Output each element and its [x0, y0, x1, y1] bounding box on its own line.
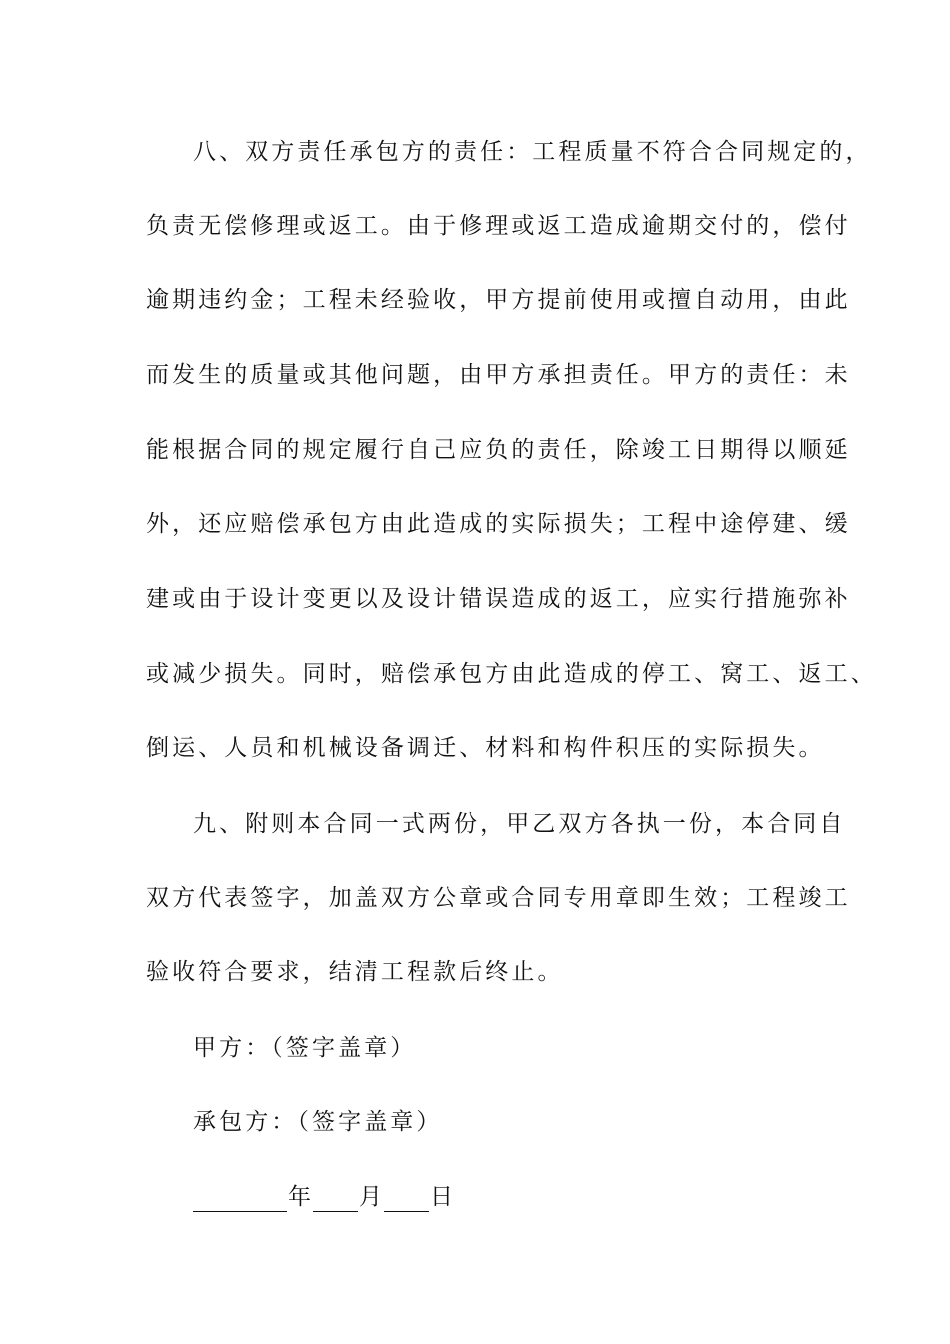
- year-label: 年: [288, 1184, 311, 1210]
- section9-line: 验收符合要求，结清工程款后终止。: [146, 959, 564, 985]
- section8-line: 建或由于设计变更以及设计错误造成的返工，应实行措施弥补: [146, 586, 851, 612]
- section8-line: 负责无偿修理或返工。由于修理或返工造成逾期交付的，偿付: [146, 213, 851, 239]
- section8-line: 或减少损失。同时，赔偿承包方由此造成的停工、窝工、返工、: [146, 661, 877, 687]
- section8-line: 外，还应赔偿承包方由此造成的实际损失；工程中途停建、缓: [146, 511, 851, 537]
- section8-line: 八、双方责任承包方的责任：工程质量不符合合同规定的，: [193, 139, 872, 165]
- section8-line: 而发生的质量或其他问题，由甲方承担责任。甲方的责任：未: [146, 362, 851, 388]
- month-blank: [313, 1185, 358, 1212]
- year-blank: [193, 1185, 287, 1212]
- contractor-signature: 承包方：（签字盖章）: [193, 1109, 443, 1135]
- section8-line: 能根据合同的规定履行自己应负的责任，除竣工日期得以顺延: [146, 437, 851, 463]
- section9-line: 双方代表签字，加盖双方公章或合同专用章即生效；工程竣工: [146, 885, 851, 911]
- day-label: 日: [430, 1184, 453, 1210]
- section8-line: 倒运、人员和机械设备调迁、材料和构件积压的实际损失。: [146, 735, 825, 761]
- section8-line: 逾期违约金；工程未经验收，甲方提前使用或擅自动用，由此: [146, 287, 851, 313]
- month-label: 月: [359, 1184, 382, 1210]
- day-blank: [384, 1185, 429, 1212]
- signing-date: [193, 1182, 455, 1212]
- party-a-signature: 甲方：（签字盖章）: [193, 1035, 417, 1061]
- section9-line: 九、附则本合同一式两份，甲乙双方各执一份，本合同自: [193, 811, 846, 837]
